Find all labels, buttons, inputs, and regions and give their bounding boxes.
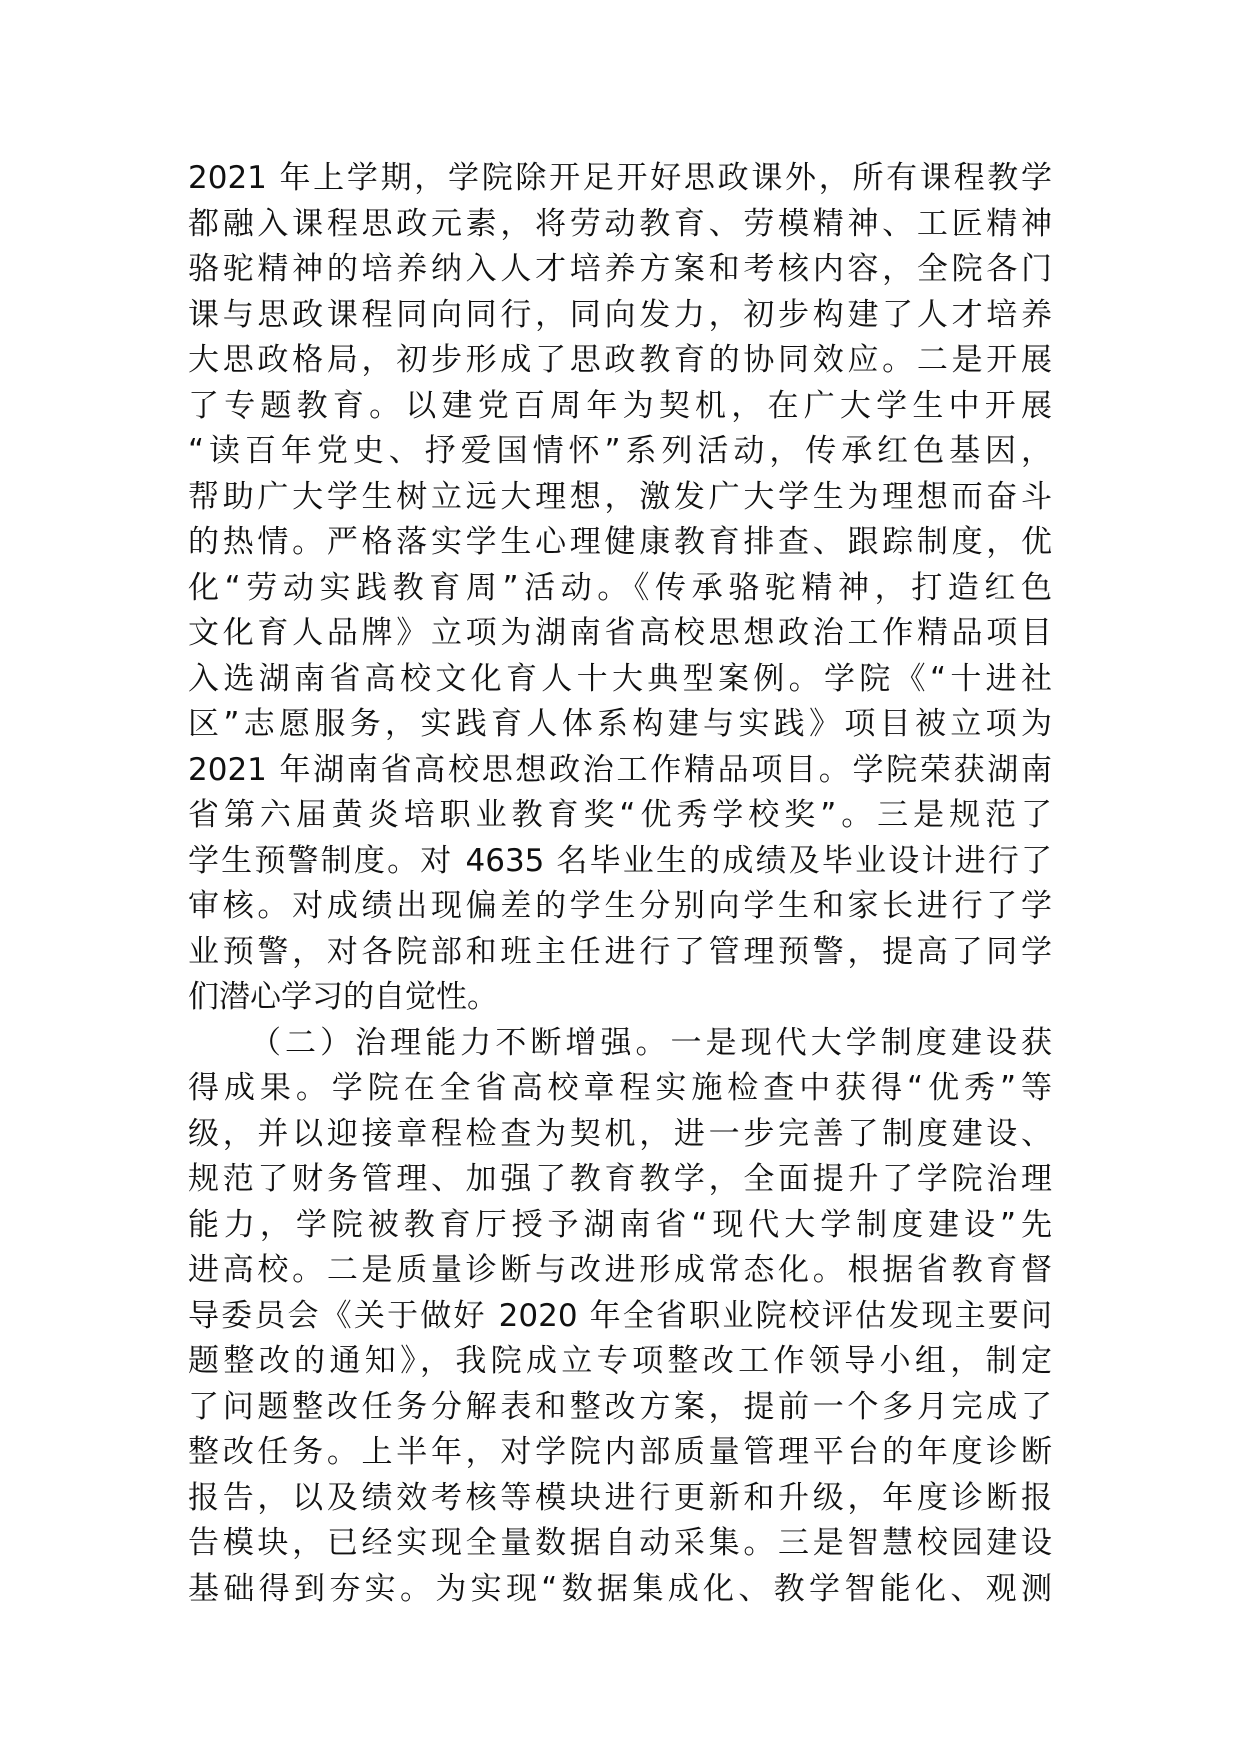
- text-line: 的热情。严格落实学生心理健康教育排查、跟踪制度，优: [188, 524, 1052, 560]
- text-line: “读百年党史、抒爱国情怀”系列活动，传承红色基因，: [188, 433, 1052, 469]
- text-line: 了问题整改任务分解表和整改方案，提前一个多月完成了: [188, 1388, 1052, 1425]
- text-line: 审核。对成绩出现偏差的学生分别向学生和家长进行了学: [188, 888, 1052, 924]
- text-line: 们潜心学习的自觉性。: [188, 979, 498, 1015]
- text-line: 规范了财务管理、加强了教育教学，全面提升了学院治理: [188, 1161, 1052, 1197]
- text-line: 报告，以及绩效考核等模块进行更新和升级，年度诊断报: [188, 1479, 1052, 1516]
- text-line: 文化育人品牌》立项为湖南省高校思想政治工作精品项目: [188, 615, 1052, 651]
- text-line: 2021 年上学期，学院除开足开好思政课外，所有课程教学: [188, 160, 1052, 196]
- text-line: 能力，学院被教育厅授予湖南省“现代大学制度建设”先: [188, 1206, 1052, 1243]
- text-line: 业预警，对各院部和班主任进行了管理预警，提高了同学: [188, 933, 1052, 970]
- text-line: 了专题教育。以建党百周年为契机，在广大学生中开展: [188, 387, 1052, 424]
- text-line: 基础得到夯实。为实现“数据集成化、教学智能化、观测: [188, 1570, 1052, 1607]
- text-line: 告模块，已经实现全量数据自动采集。三是智慧校园建设: [188, 1525, 1052, 1561]
- text-line: 大思政格局，初步形成了思政教育的协同效应。二是开展: [188, 342, 1052, 378]
- text-line: 帮助广大学生树立远大理想，激发广大学生为理想而奋斗: [188, 478, 1052, 515]
- text-line: 学生预警制度。对 4635 名毕业生的成绩及毕业设计进行了: [188, 842, 1052, 879]
- body-text: [188, 156, 1052, 1612]
- text-line: 省第六届黄炎培职业教育奖“优秀学校奖”。三是规范了: [188, 797, 1052, 833]
- text-line: 得成果。学院在全省高校章程实施检查中获得“优秀”等: [188, 1070, 1052, 1106]
- text-line: 入选湖南省高校文化育人十大典型案例。学院《“十进社: [188, 660, 1052, 697]
- text-line: 都融入课程思政元素，将劳动教育、劳模精神、工匠精神: [188, 205, 1052, 242]
- text-line: 进高校。二是质量诊断与改进形成常态化。根据省教育督: [188, 1252, 1052, 1288]
- text-line: 导委员会《关于做好 2020 年全省职业院校评估发现主要问: [188, 1297, 1052, 1334]
- text-line: 级，并以迎接章程检查为契机，进一步完善了制度建设、: [188, 1115, 1052, 1152]
- section-heading-line: （二）治理能力不断增强。一是现代大学制度建设获: [250, 1024, 1052, 1061]
- text-line: 骆驼精神的培养纳入人才培养方案和考核内容，全院各门: [188, 251, 1052, 287]
- text-line: 整改任务。上半年，对学院内部质量管理平台的年度诊断: [188, 1434, 1052, 1470]
- text-line: 题整改的通知》，我院成立专项整改工作领导小组，制定: [188, 1343, 1052, 1379]
- text-line: 课与思政课程同向同行，同向发力，初步构建了人才培养: [188, 296, 1052, 333]
- text-line: 化“劳动实践教育周”活动。《传承骆驼精神，打造红色: [188, 569, 1052, 606]
- text-line: 2021 年湖南省高校思想政治工作精品项目。学院荣获湖南: [188, 751, 1052, 788]
- text-line: 区”志愿服务，实践育人体系构建与实践》项目被立项为: [188, 706, 1052, 742]
